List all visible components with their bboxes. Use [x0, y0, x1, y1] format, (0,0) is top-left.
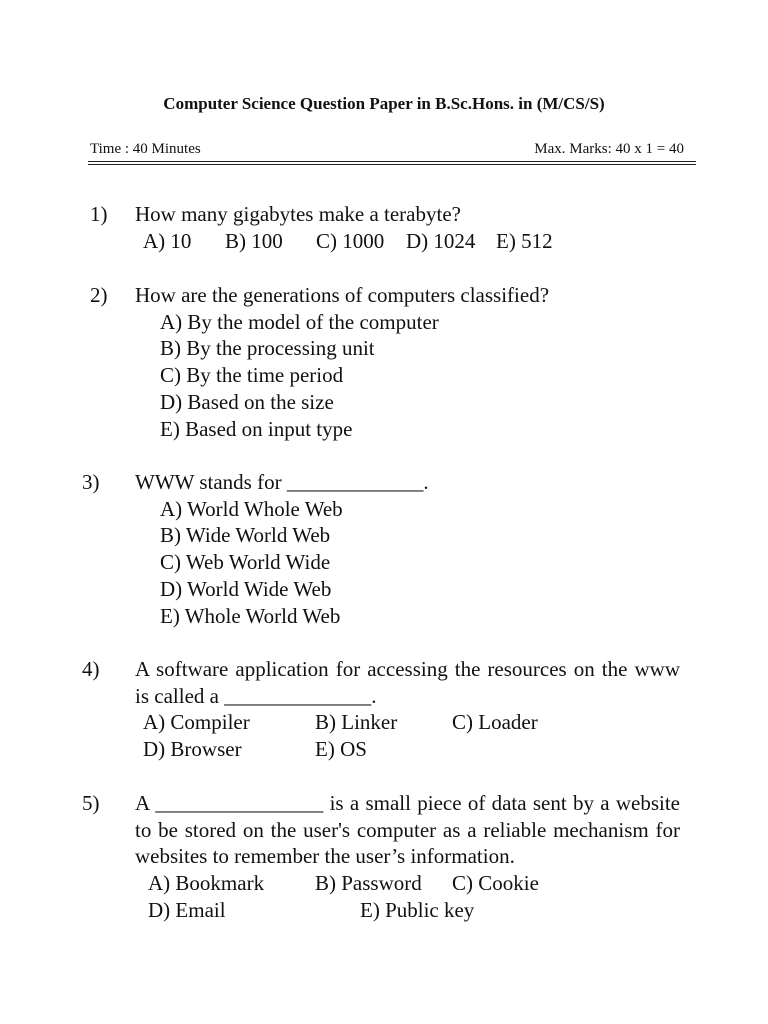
options-list	[160, 309, 680, 443]
option[interactable]: B) By the processing unit	[160, 336, 375, 361]
question-stem: A software application for accessing the resources on the www is called a ______________.	[135, 657, 680, 708]
question-3	[80, 469, 680, 629]
option[interactable]: D) World Wide Web	[160, 576, 332, 601]
header-divider	[88, 161, 696, 162]
question-1	[80, 201, 680, 254]
option[interactable]: B) Linker	[315, 710, 398, 735]
question-number: 1)	[90, 202, 108, 226]
question-number: 4)	[82, 657, 100, 681]
option[interactable]: C) Cookie	[452, 871, 539, 896]
option[interactable]: A) Bookmark	[148, 871, 265, 896]
question-stem: WWW stands for _____________.	[135, 470, 429, 494]
option[interactable]: E) 512	[496, 228, 553, 253]
paper-title: Computer Science Question Paper in B.Sc.Hons. in (M/CS/S)	[163, 94, 605, 113]
options-row	[143, 228, 680, 255]
question-stem: How many gigabytes make a terabyte?	[135, 202, 461, 226]
question-number: 5)	[82, 791, 100, 815]
option[interactable]: B) 100	[225, 228, 283, 253]
option[interactable]: E) OS	[315, 737, 367, 762]
option[interactable]: C) 1000	[316, 228, 385, 253]
option[interactable]: C) Web World Wide	[160, 550, 331, 575]
question-stem: How are the generations of computers classified?	[135, 283, 550, 307]
option[interactable]: A) Compiler	[143, 710, 250, 735]
options-grid	[143, 709, 680, 762]
question-5	[80, 790, 680, 924]
options-list	[160, 496, 680, 630]
option[interactable]: A) 10	[143, 228, 192, 253]
option[interactable]: C) Loader	[452, 710, 538, 735]
option[interactable]: E) Whole World Web	[160, 603, 341, 628]
question-number: 2)	[90, 283, 108, 307]
question-number: 3)	[82, 470, 100, 494]
time-limit: Time : 40 Minutes	[90, 141, 201, 157]
option[interactable]: D) Email	[148, 897, 226, 922]
max-marks: Max. Marks: 40 x 1 = 40	[534, 141, 684, 157]
question-4	[80, 656, 680, 763]
question-stem: A ________________ is a small piece of data sent by a website to be stored on the user's computer as a reliable mechanism for websites to remember the user’s information.	[135, 791, 680, 869]
option[interactable]: E) Based on input type	[160, 416, 353, 441]
option[interactable]: D) Based on the size	[160, 389, 334, 414]
option[interactable]: A) World Whole Web	[160, 496, 343, 521]
question-2	[80, 282, 680, 442]
option[interactable]: D) 1024	[406, 228, 476, 253]
option[interactable]: C) By the time period	[160, 363, 344, 388]
option[interactable]: B) Wide World Web	[160, 523, 331, 548]
option[interactable]: B) Password	[315, 871, 422, 896]
option[interactable]: E) Public key	[360, 897, 475, 922]
option[interactable]: A) By the model of the computer	[160, 309, 439, 334]
options-grid	[148, 870, 680, 923]
header-divider	[88, 164, 696, 165]
option[interactable]: D) Browser	[143, 737, 242, 762]
